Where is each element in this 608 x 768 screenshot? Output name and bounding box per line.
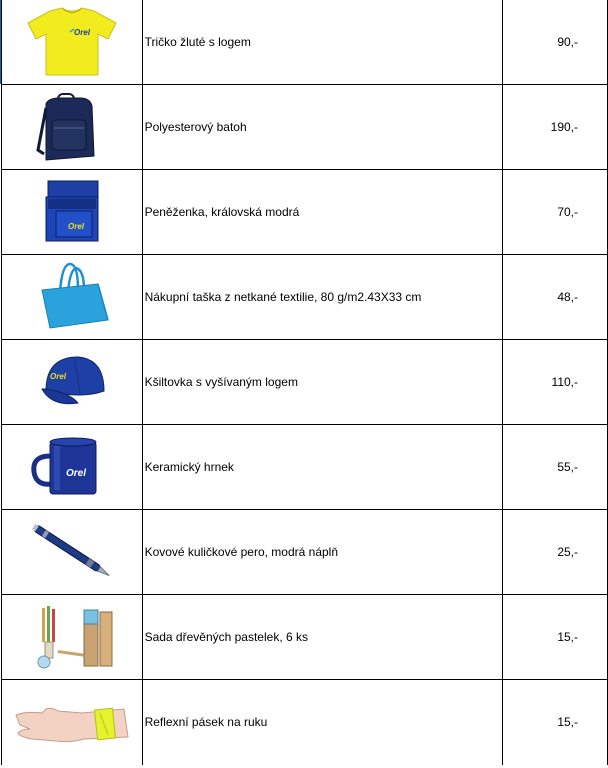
product-price: 190,-	[503, 85, 608, 170]
product-price: 90,-	[503, 0, 608, 85]
table-row	[2, 0, 608, 85]
logo-text: Orel	[67, 222, 84, 231]
product-price: 15,-	[503, 595, 608, 680]
table-row	[2, 680, 608, 765]
table-row	[2, 340, 608, 425]
product-table	[1, 0, 608, 765]
product-image-cell	[2, 85, 143, 170]
shopping-bag-icon	[12, 260, 132, 334]
product-image-cell	[2, 595, 143, 680]
product-price: 25,-	[503, 510, 608, 595]
backpack-icon	[12, 90, 132, 164]
product-name: Keramický hrnek	[142, 425, 503, 510]
logo-text: Orel	[73, 28, 90, 37]
table-row	[2, 595, 608, 680]
product-image-cell	[2, 680, 143, 765]
product-price: 48,-	[503, 255, 608, 340]
product-name: Reflexní pásek na ruku	[142, 680, 503, 765]
product-image-cell	[2, 170, 143, 255]
table-row	[2, 510, 608, 595]
product-name	[142, 255, 503, 340]
table-row	[2, 255, 608, 340]
product-price: 55,-	[503, 425, 608, 510]
product-name: Polyesterový batoh	[142, 85, 503, 170]
table-row	[2, 85, 608, 170]
wallet-icon	[12, 175, 132, 249]
product-name: Tričko žluté s logem	[142, 0, 503, 85]
name-text: /m2.43X33 cm	[344, 290, 422, 304]
logo-text: Orel	[65, 468, 86, 479]
mug-icon	[12, 430, 132, 504]
product-image-cell	[2, 0, 143, 85]
pencils-icon	[12, 600, 132, 674]
product-price: 70,-	[503, 170, 608, 255]
logo-text: Orel	[49, 372, 66, 381]
product-image-cell	[2, 255, 143, 340]
product-name: Kovové kuličkové pero, modrá náplň	[142, 510, 503, 595]
product-price: 15,-	[503, 680, 608, 765]
cap-icon	[12, 345, 132, 419]
tshirt-yellow-icon	[12, 5, 132, 79]
product-image-cell	[2, 425, 143, 510]
product-price: 110,-	[503, 340, 608, 425]
name-text: Nákupní taška z netkané textilie, 80	[144, 290, 338, 304]
pen-icon	[12, 515, 132, 589]
product-name: Peněženka, královská modrá	[142, 170, 503, 255]
product-image-cell	[2, 510, 143, 595]
product-name: Sada dřevěných pastelek, 6 ks	[142, 595, 503, 680]
table-row	[2, 170, 608, 255]
product-image-cell	[2, 340, 143, 425]
product-name: Kšiltovka s vyšívaným logem	[142, 340, 503, 425]
reflective-band-icon	[12, 685, 132, 759]
table-row	[2, 425, 608, 510]
spellcheck-marked-text: g	[337, 290, 345, 304]
